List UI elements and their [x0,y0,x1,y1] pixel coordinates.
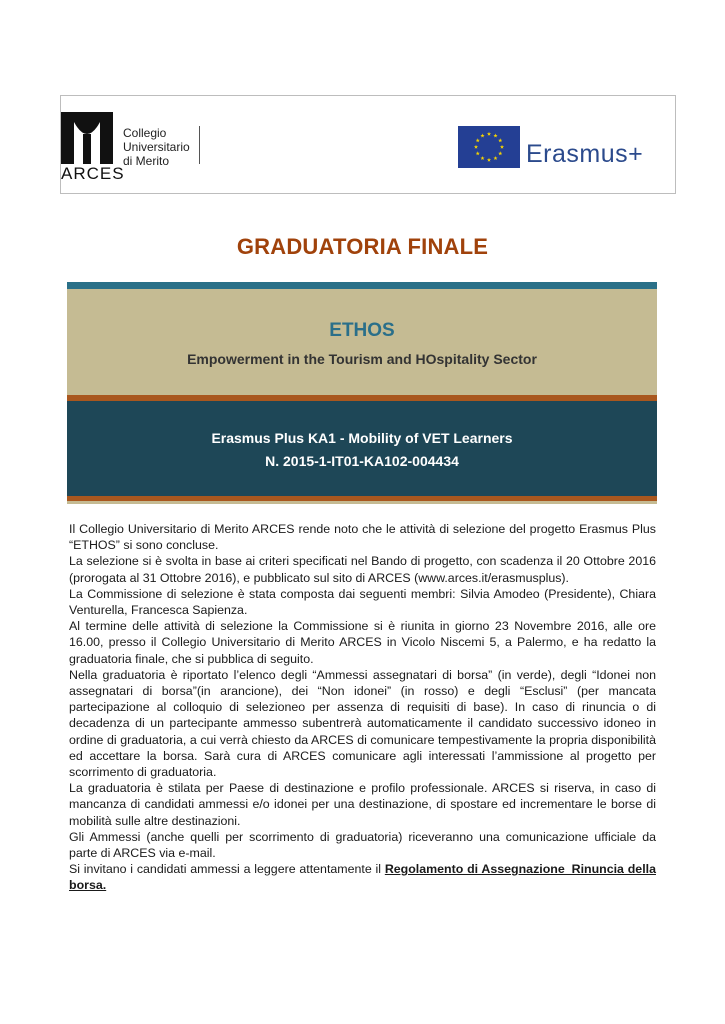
program-name: Erasmus Plus KA1 - Mobility of VET Learners [211,430,513,446]
institution-line: Universitario [123,140,190,154]
arces-wordmark: ARCES [61,164,125,183]
regulation-link[interactable]: Regolamento di Assegnazione_Rinuncia della borsa. [69,862,656,893]
arces-logo [61,112,221,182]
paragraph: La graduatoria è stilata per Paese di destinazione e profilo professionale. ARCES si riserva, in caso di mancanza di candidati ammessi e/o idonei per una destinazione, di spostare ed incrementare le borse di mobilità sulle altre destinazioni. [69,781,656,828]
paragraph: La selezione si è svolta in base ai criteri specificati nel Bando di progetto, con scadenza il 20 Ottobre 2016 (prorogata al 31 Ottobre 2016), e pubblicato sul sito di ARCES (www.arces.it/erasmusplus). [69,554,656,585]
institution-name [123,126,190,168]
project-number: N. 2015-1-IT01-KA102-004434 [265,453,459,469]
paragraph: Gli Ammessi (anche quelli per scorrimento di graduatoria) riceveranno una comunicazione ufficiale da parte di ARCES via e-mail. [69,829,656,861]
eu-flag-icon [458,126,520,168]
paragraph: La Commissione di selezione è stata composta dai seguenti membri: Silvia Amodeo (Presidente), Chiara Venturella, Francesca Sapienza. [69,586,656,618]
institution-line: Collegio [123,126,167,140]
banner-project-section [67,289,657,395]
banner-program-section [67,401,657,496]
logo-divider [199,126,200,164]
logo-header [60,95,676,194]
erasmus-plus-logo [458,126,668,172]
institution-line: di Merito [123,154,170,168]
paragraph: Il Collegio Universitario di Merito ARCES rende noto che le attività di selezione del progetto Erasmus Plus “ETHOS” si sono concluse. [69,522,656,553]
paragraph: Nella graduatoria è riportato l’elenco degli “Ammessi assegnatari di borsa” (in verde), degli “Idonei non assegnatari di borsa”(in arancione), dei “Non idonei” (in rosso) e degli “Esclusi” (per mancata partecipazione al colloquio di selezioneo per assenza di requisiti di base). In caso di rinuncia o di decadenza di un partecipante ammesso subentrerà automaticamente il candidato successivo idoneo in ordine di graduatoria, a cui verrà chiesto da ARCES di comunicare tempestivamente la propria disponibilità ed accettare la borsa. Sarà cura di ARCES comunicare agli interessati l’ammissione al progetto per scorrimento di graduatoria. [69,667,656,780]
banner-top-bar [67,282,657,289]
closing-text: Si invitano i candidati ammessi a leggere attentamente il [69,862,385,877]
erasmus-wordmark: Erasmus+ [526,140,644,168]
project-subtitle: Empowerment in the Tourism and HOspitality Sector [187,351,537,367]
project-name: ETHOS [329,320,395,341]
arces-emblem-icon [61,112,113,164]
announcement-body [69,521,656,894]
banner-bottom-bar [67,501,657,504]
page-title: GRADUATORIA FINALE [236,234,489,259]
paragraph: Al termine delle attività di selezione la Commissione si è riunita in giorno 23 Novembre 2016, alle ore 16.00, presso il Collegio Universitario di Merito ARCES in Vicolo Niscemi 5, a Palermo, e ha redatto la graduatoria finale, che si pubblica di seguito. [69,619,656,666]
closing-paragraph [69,861,656,893]
